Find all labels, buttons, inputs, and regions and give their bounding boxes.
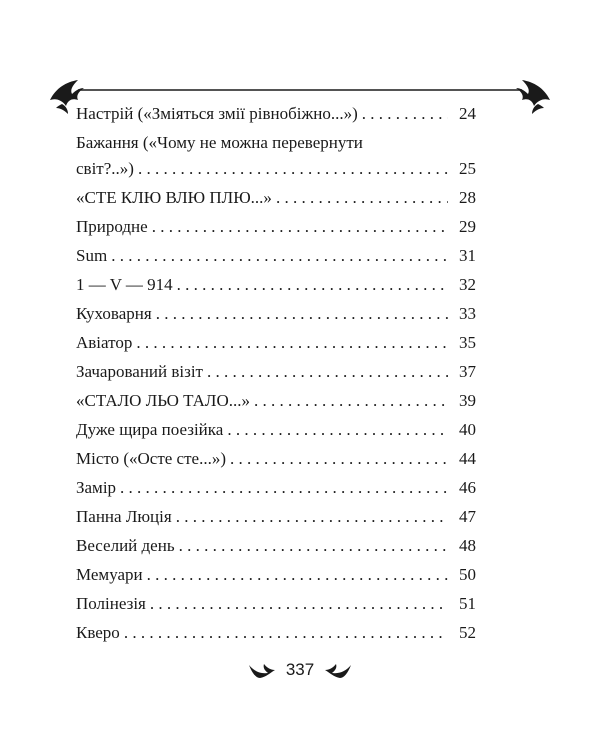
toc-entry-page: 24 xyxy=(459,104,476,123)
swallow-ornament-icon xyxy=(248,661,276,679)
toc-entry xyxy=(76,101,476,127)
toc-entry-page: 44 xyxy=(459,449,476,468)
toc-entry-page: 46 xyxy=(459,478,476,497)
dot-leader xyxy=(230,446,448,472)
toc-entry-page: 39 xyxy=(459,391,476,410)
toc-entry-title: 1 — V — 914 xyxy=(76,275,173,294)
toc-entry-title: Куховарня xyxy=(76,304,152,323)
toc-entry-title: Природне xyxy=(76,217,148,236)
toc-entry-title: Веселий день xyxy=(76,536,175,555)
toc-entry-page: 37 xyxy=(459,362,476,381)
dot-leader xyxy=(120,475,448,501)
dot-leader xyxy=(156,301,448,327)
toc-entry-title-line1: Бажання («Чому не можна перевернути xyxy=(76,133,363,152)
toc-entry-page: 47 xyxy=(459,507,476,526)
dot-leader xyxy=(254,388,448,414)
toc-entry xyxy=(76,243,476,269)
toc-entry xyxy=(76,185,476,211)
toc-entry xyxy=(76,591,476,617)
toc-entry-title: Зачарований візіт xyxy=(76,362,203,381)
toc-entry xyxy=(76,388,476,414)
toc-entry-page: 28 xyxy=(459,188,476,207)
page-number: 337 xyxy=(285,660,315,679)
toc-entry-title: «СТЕ КЛЮ ВЛЮ ПЛЮ...» xyxy=(76,188,272,207)
page-footer xyxy=(0,660,600,680)
toc-entry-page: 29 xyxy=(459,217,476,236)
toc-entry-title: світ?..») xyxy=(76,159,134,178)
toc-entry-page: 50 xyxy=(459,565,476,584)
toc-entry xyxy=(76,562,476,588)
toc-entry xyxy=(76,272,476,298)
toc-entry-title: Полінезія xyxy=(76,594,146,613)
toc-entry xyxy=(76,417,476,443)
toc-entry xyxy=(76,475,476,501)
dot-leader xyxy=(207,359,448,385)
toc-entry-page: 33 xyxy=(459,304,476,323)
dot-leader xyxy=(176,504,448,530)
toc-entry-title: «СТАЛО ЛЬО ТАЛО...» xyxy=(76,391,250,410)
toc-entry-page: 35 xyxy=(459,333,476,352)
toc-entry xyxy=(76,359,476,385)
toc-entry-title: Місто («Осте сте...») xyxy=(76,449,226,468)
toc-entry-page: 40 xyxy=(459,420,476,439)
toc-entry-page: 48 xyxy=(459,536,476,555)
toc-entry-title: Кверо xyxy=(76,623,120,642)
dot-leader xyxy=(147,562,448,588)
table-of-contents xyxy=(76,101,476,649)
dot-leader xyxy=(138,156,448,182)
toc-entry xyxy=(76,446,476,472)
toc-entry xyxy=(76,533,476,559)
swallow-ornament-icon xyxy=(324,661,352,679)
toc-entry-title: Sum xyxy=(76,246,108,265)
dot-leader xyxy=(150,591,448,617)
toc-entry-title: Мемуари xyxy=(76,565,143,584)
toc-entry-title: Настрій («Зміяться змії рівнобіжно...») xyxy=(76,104,358,123)
toc-entry xyxy=(76,301,476,327)
dot-leader xyxy=(124,620,448,646)
dot-leader xyxy=(152,214,448,240)
toc-entry-page: 51 xyxy=(459,594,476,613)
toc-entry xyxy=(76,504,476,530)
swallow-ornament-icon xyxy=(516,80,550,114)
dot-leader xyxy=(227,417,448,443)
toc-entry-title: Панна Люція xyxy=(76,507,172,526)
toc-entry-page: 52 xyxy=(459,623,476,642)
dot-leader xyxy=(136,330,448,356)
dot-leader xyxy=(111,243,448,269)
toc-entry-page: 25 xyxy=(459,159,476,178)
dot-leader xyxy=(276,185,448,211)
toc-entry-page: 32 xyxy=(459,275,476,294)
toc-entry xyxy=(76,214,476,240)
dot-leader xyxy=(177,272,448,298)
toc-entry-title: Замір xyxy=(76,478,117,497)
dot-leader xyxy=(362,101,448,127)
toc-entry xyxy=(76,330,476,356)
toc-entry-page: 31 xyxy=(459,246,476,265)
toc-entry-title: Дуже щира поезійка xyxy=(76,420,224,439)
toc-entry xyxy=(76,130,476,182)
toc-entry-title: Авіатор xyxy=(76,333,133,352)
toc-entry xyxy=(76,620,476,646)
dot-leader xyxy=(179,533,448,559)
